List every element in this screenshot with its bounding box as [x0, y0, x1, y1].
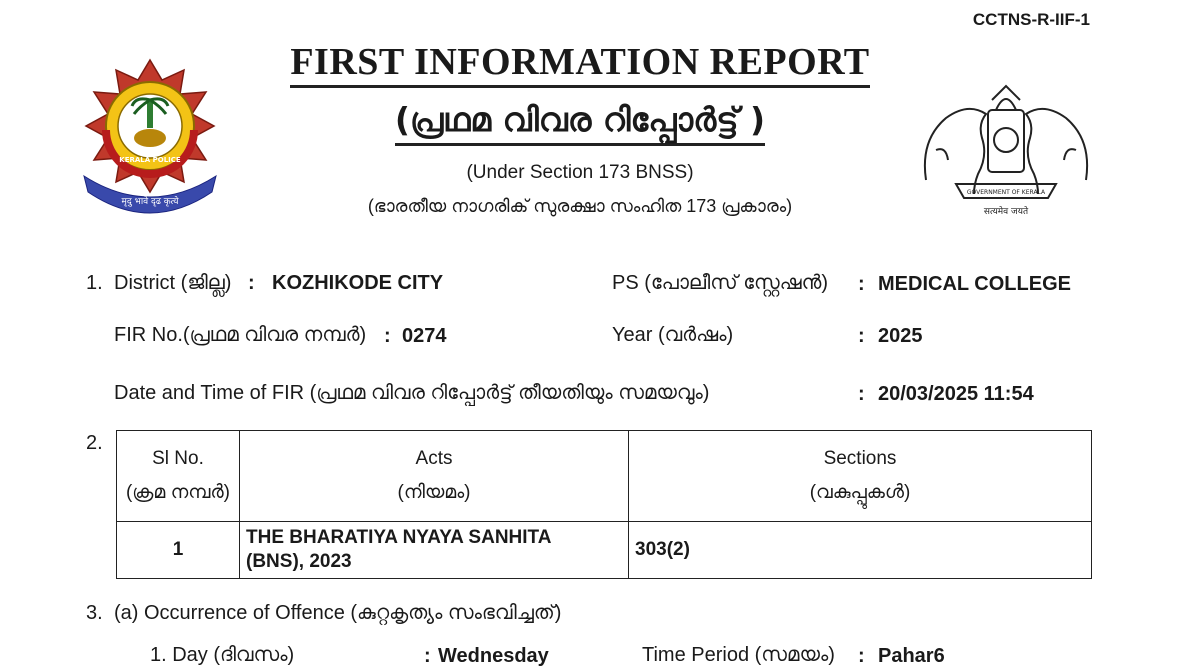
- colon: :: [858, 325, 865, 347]
- district-label: District (ജില്ല): [114, 272, 232, 294]
- colon: :: [248, 272, 255, 294]
- kerala-government-emblem: [916, 80, 1096, 220]
- occurrence-label: (a) Occurrence of Offence (കുറ്റകൃത്യം സംഭവിച്ചത്): [114, 602, 562, 624]
- form-code: CCTNS-R-IIF-1: [972, 10, 1090, 29]
- day-value: Wednesday: [438, 645, 549, 667]
- row-acts: THE BHARATIYA NYAYA SANHITA (BNS), 2023: [240, 522, 629, 579]
- acts-sections-table: [116, 430, 1092, 579]
- colon: :: [858, 645, 865, 667]
- table-row: [117, 522, 1092, 579]
- colon: :: [384, 325, 391, 347]
- fir-datetime-label: Date and Time of FIR (പ്രഥമ വിവര റിപ്പോർട്ട് തീയതിയും സമയവും): [114, 382, 710, 404]
- slno-header: Sl No. (ക്രമ നമ്പർ): [117, 431, 240, 522]
- ps-value: MEDICAL COLLEGE: [878, 273, 1071, 295]
- fir-no-label: FIR No.(പ്രഥമ വിവര നമ്പർ): [114, 324, 367, 346]
- table-header-row: [117, 431, 1092, 522]
- row-slno: 1: [117, 522, 240, 579]
- report-title: FIRST INFORMATION REPORT: [0, 40, 1160, 84]
- emblem-text: GOVERNMENT OF KERALA: [966, 189, 1046, 196]
- under-section-en: (Under Section 173 BNSS): [466, 162, 694, 183]
- row-sections: 303(2): [629, 522, 1092, 579]
- fir-datetime-value: 20/03/2025 11:54: [878, 383, 1034, 405]
- sections-header: Sections (വകുപ്പുകൾ): [629, 431, 1092, 522]
- under-section-ml: (ഭാരതീയ നാഗരിക് സുരക്ഷാ സംഹിത 173 പ്രകാരം): [367, 196, 793, 216]
- fir-no-value: 0274: [402, 325, 447, 347]
- time-period-label: Time Period (സമയം): [642, 644, 835, 666]
- day-label: 1. Day (ദിവസം): [150, 644, 295, 666]
- emblem-icon: [925, 86, 1087, 198]
- district-value: KOZHIKODE CITY: [272, 272, 444, 294]
- section-1-number: 1.: [86, 272, 103, 294]
- emblem-motto: सत्यमेव जयते: [983, 207, 1029, 217]
- colon: :: [858, 383, 865, 405]
- colon: :: [424, 645, 431, 667]
- logo-text: KERALA POLICE: [119, 156, 181, 164]
- year-label: Year (വർഷം): [612, 324, 734, 346]
- acts-header: Acts (നിയമം): [240, 431, 629, 522]
- year-value: 2025: [878, 325, 923, 347]
- report-title-ml: (പ്രഥമ വിവര റിപ്പോർട്ട് ): [0, 100, 1160, 140]
- section-3-number: 3.: [86, 602, 103, 624]
- logo-motto: मृदु भावे दृढ कृत्ये: [121, 197, 179, 207]
- section-2-number: 2.: [86, 432, 103, 454]
- colon: :: [858, 273, 865, 295]
- ps-label: PS (പോലീസ് സ്റ്റേഷൻ): [612, 272, 829, 294]
- time-period-value: Pahar6: [878, 645, 945, 667]
